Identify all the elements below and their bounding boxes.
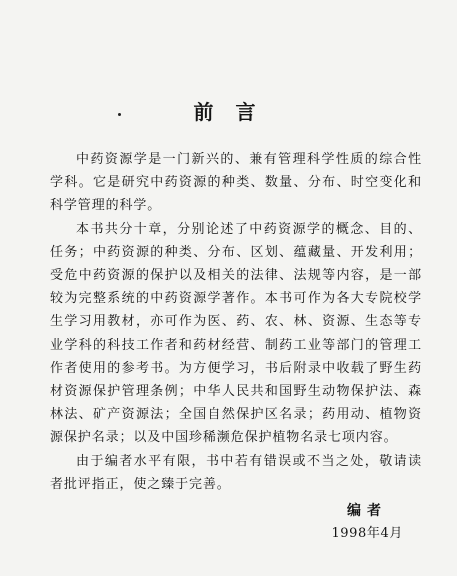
paragraph-intro: 中药资源学是一门新兴的、兼有管理科学性质的综合性学科。它是研究中药资源的种类、数量、分布、时空变化和科学管理的科学。 [50,152,422,214]
speck-mark [118,113,121,116]
paragraph-contents: 本书共分十章，分别论述了中药资源学的概念、目的、任务；中药资源的种类、分布、区划、蕴藏量、开发利用；受危中药资源的保护以及相关的法律、法规等内容，是一部较为完整系统的中药资源学著作。本书可作为各大专院校学生学习用教材，亦可作为医、药、农、林、资源、生态等专业学科的科技工作者和药材经营、制药工业等部门的管理工作者使用的参考书。为方便学习，书后附录中收载了野生药材资源保护管理条例；中华人民共和国野生动物保护法、森林法、矿产资源法；全国自然保护区名录；药用动、植物资源保护名录；以及中国珍稀濒危保护植物名录七项内容。 [50,221,422,446]
editor-signature: 编者 [347,503,387,519]
paragraph-closing: 由于编者水平有限，书中若有错误或不当之处，敬请读者批评指正，使之臻于完善。 [50,453,422,492]
body-text [50,148,422,496]
page-title: 前言 [193,100,278,124]
publication-date: 1998年4月 [331,526,403,541]
